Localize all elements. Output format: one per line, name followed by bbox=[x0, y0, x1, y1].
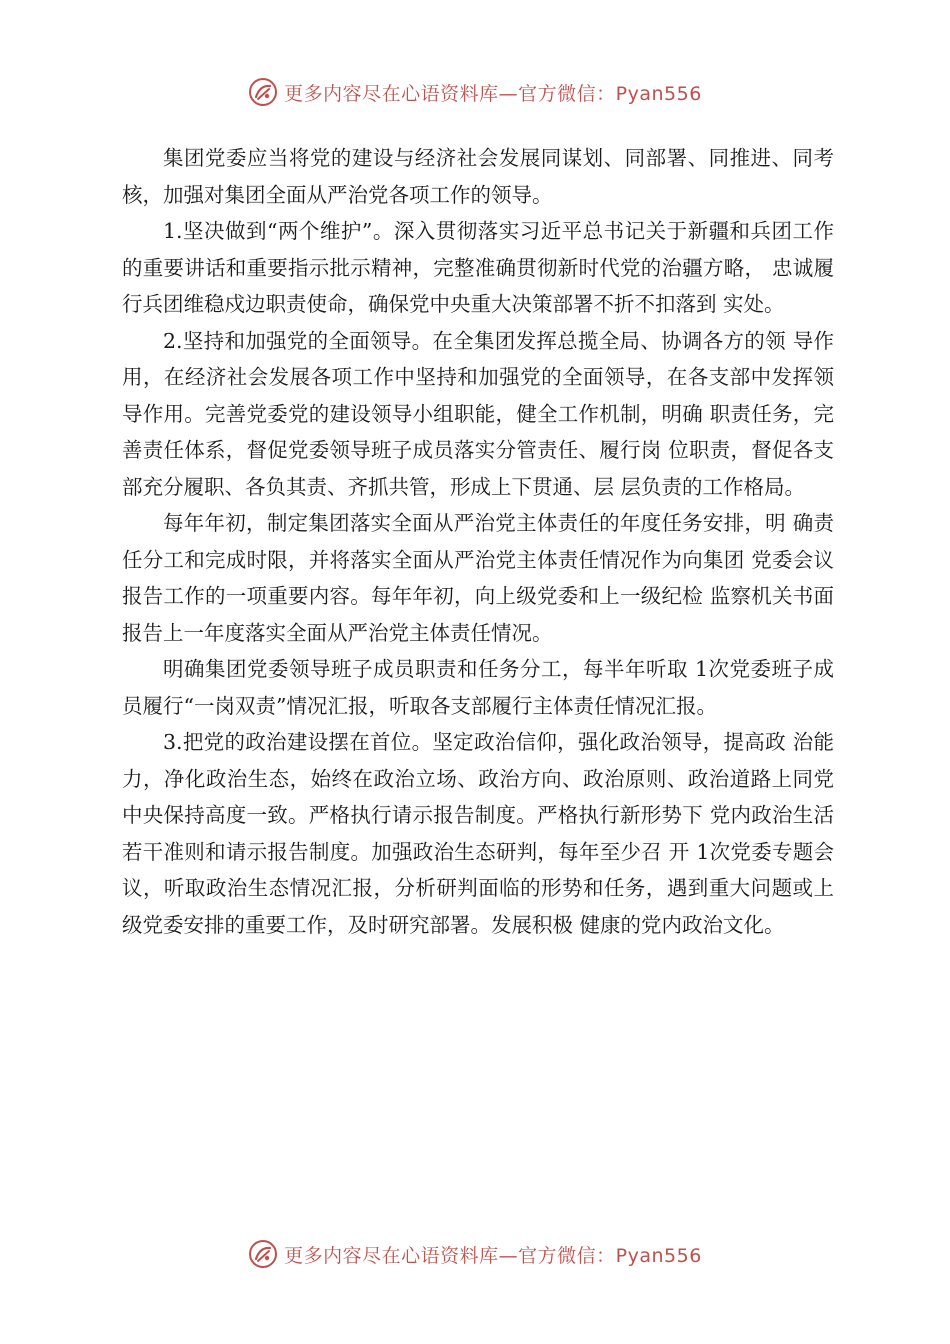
paragraph-1: 集团党委应当将党的建设与经济社会发展同谋划、同部署、同推进、同考核，加强对集团全面从严治党各项工作的领导。 bbox=[122, 146, 834, 207]
header-text: 更多内容尽在心语资料库—官方微信：Pyan556 bbox=[284, 82, 702, 105]
paragraph-4: 每年年初，制定集团落实全面从严治党主体责任的年度任务安排，明 确责任分工和完成时限，并将落实全面从严治党主体责任情况作为向集团 党委会议报告工作的一项重要内容。每年年初，向上级党委和上一级纪检 监察机关书面报告上一年度落实全面从严治党主体责任情况。 bbox=[122, 511, 834, 645]
document-body bbox=[122, 140, 834, 943]
paragraph-5: 明确集团党委领导班子成员职责和任务分工，每半年听取 1次党委班子成员履行“一岗双责”情况汇报，听取各支部履行主体责任情况汇报。 bbox=[122, 657, 834, 718]
seal-logo-icon bbox=[248, 77, 278, 107]
seal-logo-icon bbox=[248, 1239, 278, 1269]
footer-banner bbox=[0, 1234, 950, 1274]
footer-text: 更多内容尽在心语资料库—官方微信：Pyan556 bbox=[284, 1244, 702, 1267]
header-banner bbox=[0, 72, 950, 112]
paragraph-2: 1.坚决做到“两个维护”。深入贯彻落实习近平总书记关于新疆和兵团工作的重要讲话和重要指示批示精神，完整准确贯彻新时代党的治疆方略， 忠诚履行兵团维稳戍边职责使命，确保党中央重大决策部署不折不扣落到 实处。 bbox=[122, 219, 834, 316]
paragraph-3: 2.坚持和加强党的全面领导。在全集团发挥总揽全局、协调各方的领 导作用，在经济社会发展各项工作中坚持和加强党的全面领导，在各支部中发挥领导作用。完善党委党的建设领导小组职能，健全工作机制，明确 职责任务，完善责任体系，督促党委领导班子成员落实分管责任、履行岗 位职责，督促各支部充分履职、各负其责、齐抓共管，形成上下贯通、层 层负责的工作格局。 bbox=[122, 328, 834, 499]
paragraph-6: 3.把党的政治建设摆在首位。坚定政治信仰，强化政治领导，提高政 治能力，净化政治生态，始终在政治立场、政治方向、政治原则、政治道路上同党中央保持高度一致。严格执行请示报告制度。严格执行新形势下 党内政治生活若干准则和请示报告制度。加强政治生态研判，每年至少召 开 1次党委专题会议，听取政治生态情况汇报，分析研判面临的形势和任务，遇到重大问题或上级党委安排的重要工作，及时研究部署。发展积极 健康的党内政治文化。 bbox=[122, 730, 834, 937]
